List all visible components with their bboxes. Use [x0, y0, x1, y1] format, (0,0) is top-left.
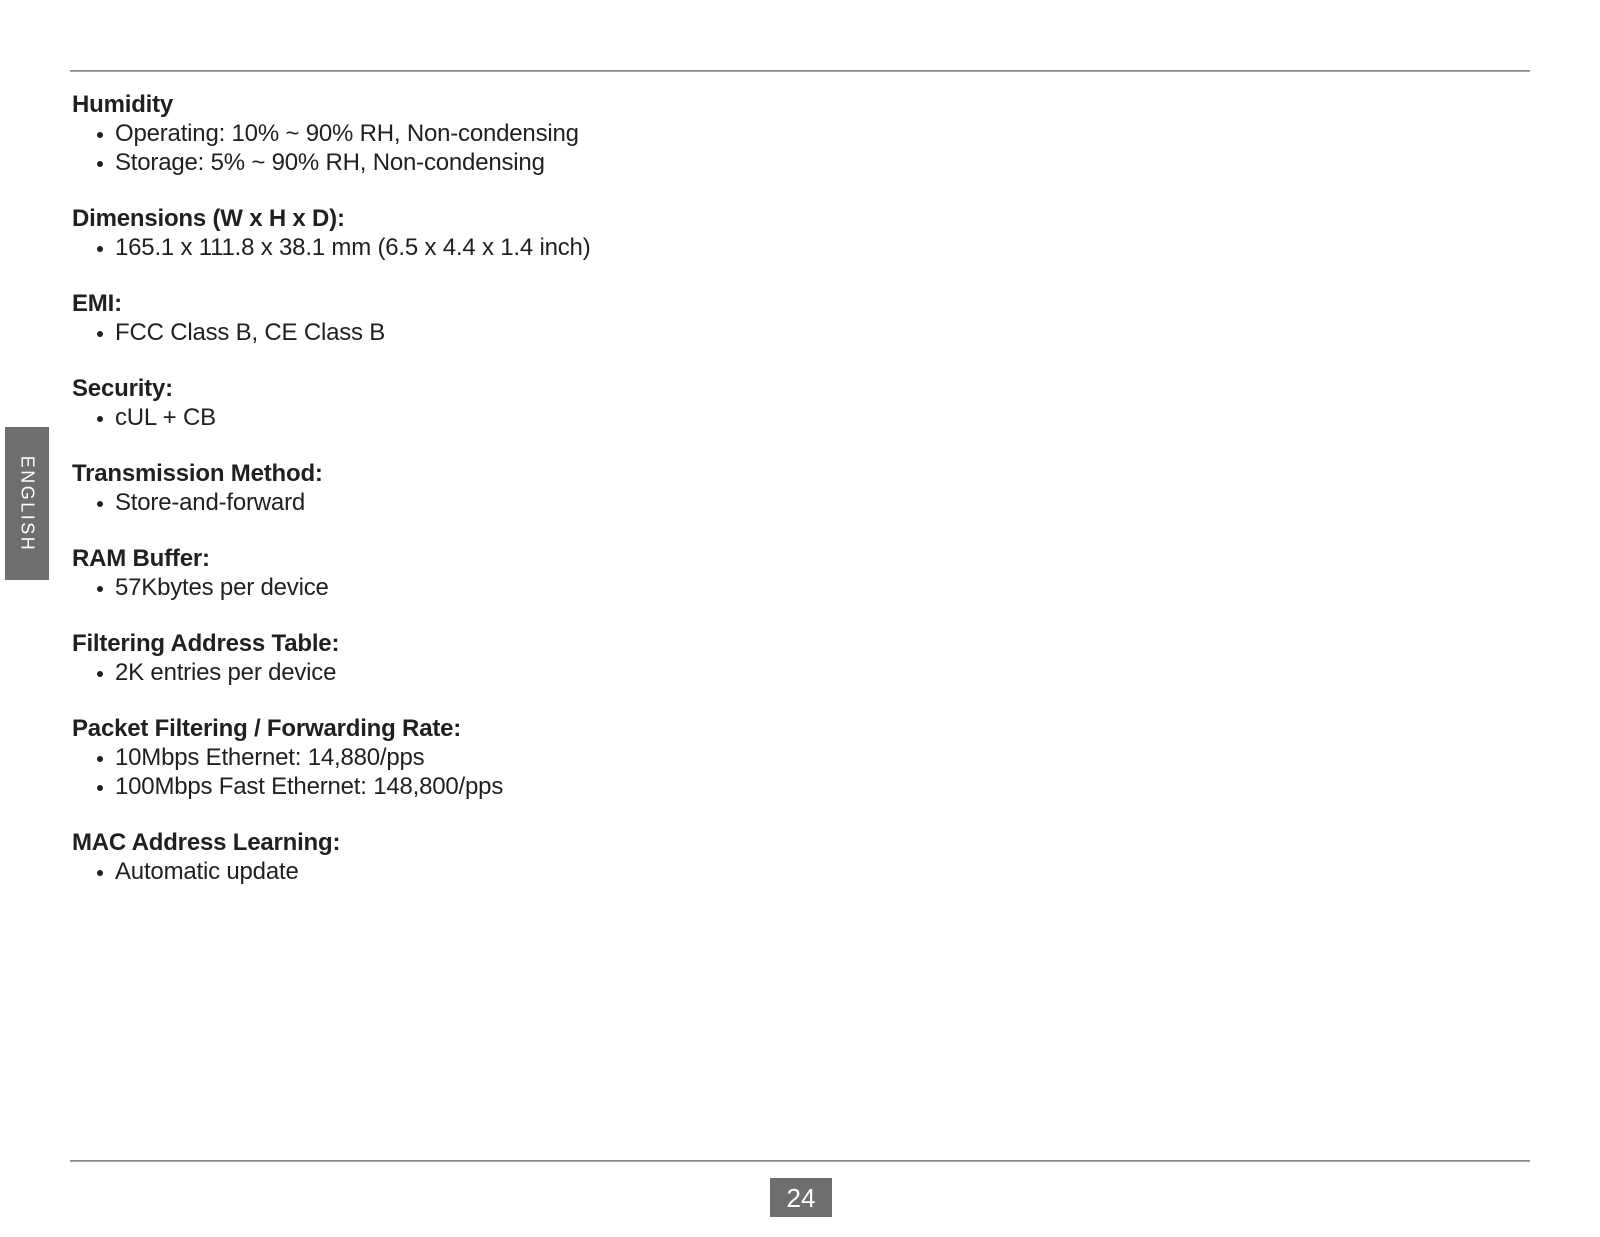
spec-bullet-text: FCC Class B, CE Class B: [115, 319, 386, 346]
spec-section-heading: EMI:: [72, 290, 122, 317]
spec-section-heading: RAM Buffer:: [72, 545, 210, 572]
spec-bullet-text: 165.1 x 111.8 x 38.1 mm (6.5 x 4.4 x 1.4 inch): [115, 234, 591, 261]
spec-bullet-list: [72, 403, 1432, 432]
spec-section-heading: Humidity: [72, 91, 174, 118]
spec-bullet-item: [72, 119, 1432, 148]
spec-bullet-item: [72, 743, 1432, 772]
spec-bullet-list: [72, 318, 1432, 347]
spec-section: [72, 459, 1432, 517]
spec-bullet-item: [72, 403, 1432, 432]
spec-section-heading: Dimensions (W x H x D):: [72, 205, 345, 232]
page-number: 24: [786, 1182, 816, 1213]
bullet-icon: [97, 132, 103, 138]
bullet-icon: [97, 416, 103, 422]
spec-bullet-list: [72, 488, 1432, 517]
bullet-icon: [97, 501, 103, 507]
spec-bullet-item: [72, 857, 1432, 886]
spec-section: [72, 204, 1432, 262]
top-divider: [70, 70, 1530, 72]
bullet-icon: [97, 161, 103, 167]
language-tab-label: ENGLISH: [17, 455, 38, 552]
spec-section-heading: Transmission Method:: [72, 460, 323, 487]
spec-bullet-item: [72, 573, 1432, 602]
spec-bullet-list: [72, 233, 1432, 262]
page-number-badge: [770, 1178, 832, 1217]
bullet-icon: [97, 246, 103, 252]
bullet-icon: [97, 756, 103, 762]
bullet-icon: [97, 870, 103, 876]
spec-section: [72, 629, 1432, 687]
spec-bullet-list: [72, 857, 1432, 886]
spec-section-heading: Security:: [72, 375, 173, 402]
spec-section: [72, 90, 1432, 177]
spec-bullet-item: [72, 148, 1432, 177]
bullet-icon: [97, 331, 103, 337]
bullet-icon: [97, 785, 103, 791]
spec-bullet-text: 57Kbytes per device: [115, 574, 329, 601]
spec-bullet-text: cUL + CB: [115, 404, 216, 431]
spec-section: [72, 544, 1432, 602]
spec-section: [72, 374, 1432, 432]
spec-bullet-list: [72, 573, 1432, 602]
specifications-content: [72, 90, 1432, 913]
spec-bullet-text: 2K entries per device: [115, 659, 337, 686]
spec-bullet-text: 10Mbps Ethernet: 14,880/pps: [115, 744, 425, 771]
spec-bullet-item: [72, 318, 1432, 347]
spec-section-heading: Packet Filtering / Forwarding Rate:: [72, 715, 462, 742]
spec-bullet-item: [72, 488, 1432, 517]
spec-section-heading: MAC Address Learning:: [72, 829, 341, 856]
spec-section: [72, 714, 1432, 801]
spec-bullet-text: Storage: 5% ~ 90% RH, Non-condensing: [115, 149, 545, 176]
spec-bullet-text: Store-and-forward: [115, 489, 306, 516]
bullet-icon: [97, 586, 103, 592]
spec-section-heading: Filtering Address Table:: [72, 630, 340, 657]
language-tab: [5, 427, 49, 580]
spec-bullet-list: [72, 743, 1432, 801]
spec-section: [72, 828, 1432, 886]
spec-bullet-item: [72, 233, 1432, 262]
bullet-icon: [97, 671, 103, 677]
bottom-divider: [70, 1160, 1530, 1162]
spec-bullet-text: 100Mbps Fast Ethernet: 148,800/pps: [115, 773, 504, 800]
spec-bullet-list: [72, 658, 1432, 687]
spec-bullet-list: [72, 119, 1432, 177]
spec-bullet-text: Operating: 10% ~ 90% RH, Non-condensing: [115, 120, 579, 147]
spec-bullet-text: Automatic update: [115, 858, 299, 885]
spec-bullet-item: [72, 658, 1432, 687]
spec-bullet-item: [72, 772, 1432, 801]
spec-section: [72, 289, 1432, 347]
